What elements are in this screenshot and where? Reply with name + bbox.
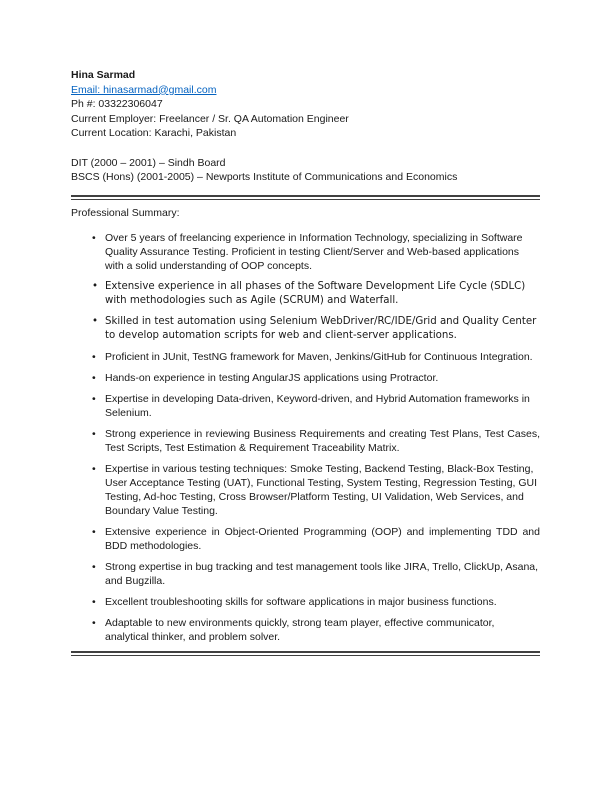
summary-bullet-item: • Extensive experience in all phases of the Software Development Life Cycle (SDLC) with methodologies such as Agile (SCRUM) and Waterfall. bbox=[105, 280, 540, 308]
contact-header bbox=[71, 68, 540, 185]
current-location: Current Location: Karachi, Pakistan bbox=[71, 127, 237, 140]
phone-number: Ph #: 03322306047 bbox=[71, 98, 163, 111]
summary-bullet-item: • Skilled in test automation using Selenium WebDriver/RC/IDE/Grid and Quality Center to develop automation scripts for web and client-server applications. bbox=[105, 315, 540, 343]
summary-bullet-item: • Proficient in JUnit, TestNG framework for Maven, Jenkins/GitHub for Continuous Integration. bbox=[105, 350, 540, 364]
email-line bbox=[71, 83, 540, 98]
summary-bullet-item: • Expertise in developing Data-driven, Keyword-driven, and Hybrid Automation frameworks in Selenium. bbox=[105, 392, 540, 420]
professional-summary-list bbox=[71, 231, 540, 644]
summary-bullet-item: • Excellent troubleshooting skills for software applications in major business functions. bbox=[105, 595, 540, 609]
section-divider-bottom bbox=[71, 651, 540, 656]
blank-line bbox=[71, 141, 540, 156]
summary-bullet-item: • Hands-on experience in testing AngularJS applications using Protractor. bbox=[105, 371, 540, 385]
email-link[interactable]: Email: hinasarmad@gmail.com bbox=[71, 83, 217, 96]
summary-bullet-item: • Over 5 years of freelancing experience in Information Technology, specializing in Software Quality Assurance Testing. Proficient in testing Client/Server and Web-based applications with a solid understanding of OOP concepts. bbox=[105, 231, 540, 273]
section-divider-top bbox=[71, 195, 540, 200]
summary-bullet-item: • Strong experience in reviewing Business Requirements and creating Test Plans, Test Cases, Test Scripts, Test Estimation & Requirement Traceability Matrix. bbox=[105, 427, 540, 455]
contact-name: Hina Sarmad bbox=[71, 69, 136, 81]
section-heading-professional-summary: Professional Summary: bbox=[71, 206, 180, 219]
summary-bullet-item: • Adaptable to new environments quickly, strong team player, effective communicator, analytical thinker, and problem solver. bbox=[105, 616, 540, 644]
summary-bullet-item: • Strong expertise in bug tracking and test management tools like JIRA, Trello, ClickUp, Asana, and Bugzilla. bbox=[105, 560, 540, 588]
education-item: BSCS (Hons) (2001-2005) – Newports Institute of Communications and Economics bbox=[71, 171, 458, 184]
current-employer: Current Employer: Freelancer / Sr. QA Automation Engineer bbox=[71, 112, 349, 125]
education-item: DIT (2000 – 2001) – Sindh Board bbox=[71, 156, 226, 169]
summary-bullet-item: • Extensive experience in Object-Oriented Programming (OOP) and implementing TDD and BDD methodologies. bbox=[105, 525, 540, 553]
summary-bullet-item: • Expertise in various testing techniques: Smoke Testing, Backend Testing, Black-Box Testing, User Acceptance Testing (UAT), Functional Testing, System Testing, Regression Testing, GUI Testing, Ad-hoc Testing, Cross Browser/Platform Testing, UI Validation, Web Services, and Boundary Value Testing. bbox=[105, 462, 540, 518]
